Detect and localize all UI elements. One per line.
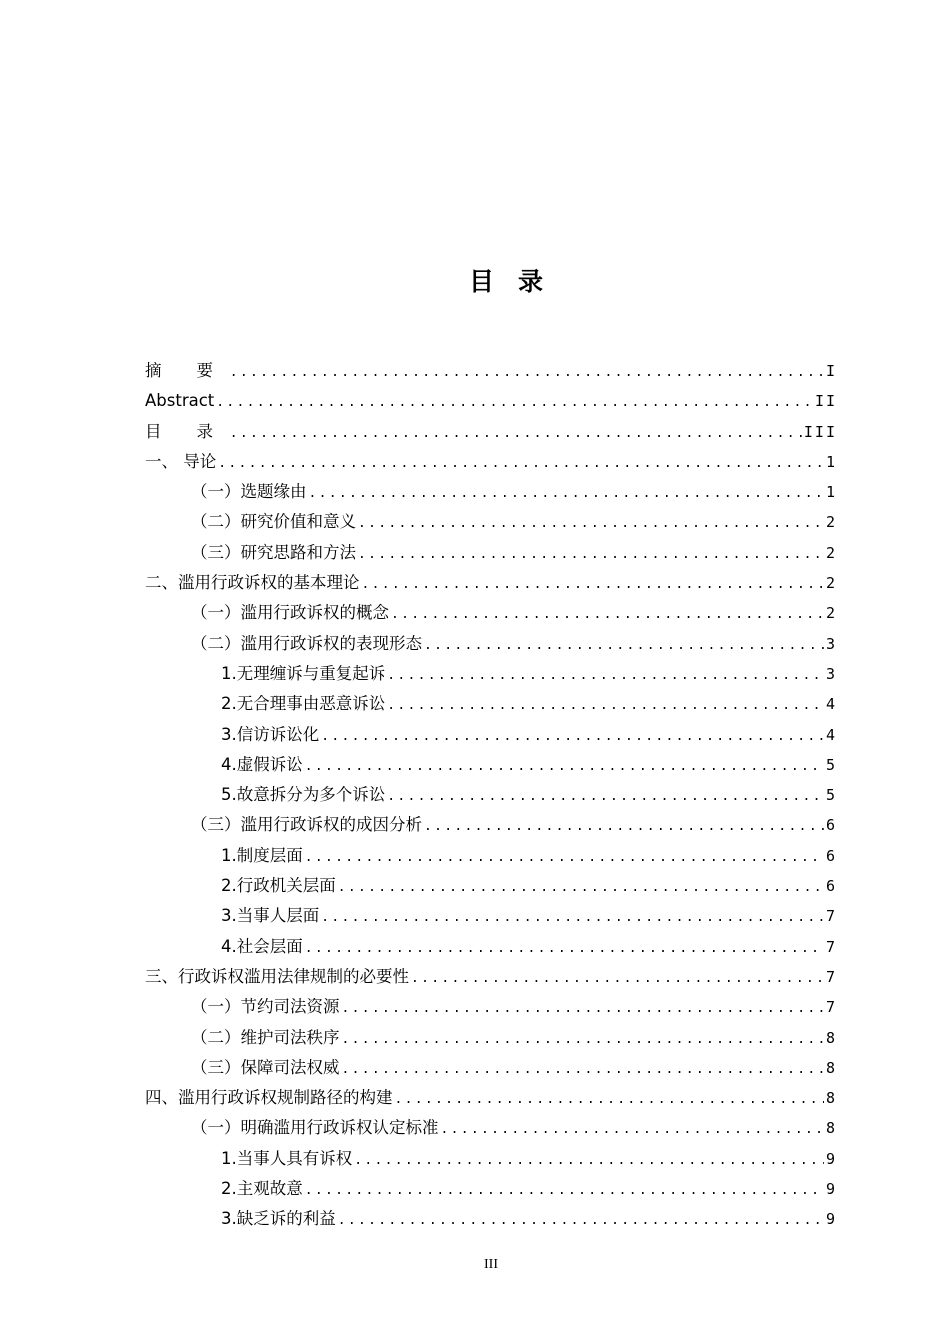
toc-entry-label: （一）滥用行政诉权的概念	[191, 603, 389, 623]
toc-leader-dots	[387, 782, 824, 812]
toc-entry-page: I	[825, 362, 837, 380]
toc-entry[interactable]	[145, 780, 837, 810]
toc-leader-dots	[424, 631, 824, 661]
table-of-contents	[145, 356, 837, 1235]
toc-entry-label: 一、 导论	[145, 451, 217, 471]
toc-entry[interactable]	[145, 689, 837, 719]
toc-entry-page: 2	[825, 574, 837, 593]
toc-entry-page: 7	[825, 937, 837, 956]
toc-entry-page: 6	[825, 816, 837, 835]
toc-entry-label: （三）滥用行政诉权的成因分析	[191, 815, 422, 835]
toc-leader-dots	[424, 812, 824, 842]
toc-entry[interactable]	[145, 720, 837, 750]
toc-leader-dots	[391, 600, 824, 630]
toc-entry-page: 5	[825, 786, 837, 805]
toc-entry[interactable]	[145, 477, 837, 507]
toc-leader-dots	[354, 1146, 824, 1176]
toc-entry-label: （二）研究价值和意义	[191, 512, 356, 532]
toc-entry[interactable]	[145, 629, 837, 659]
toc-entry-label: （三）研究思路和方法	[191, 542, 356, 562]
toc-entry-label: 1.当事人具有诉权	[221, 1148, 353, 1168]
toc-leader-dots	[338, 1206, 824, 1236]
toc-entry-label: （一）明确滥用行政诉权认定标准	[191, 1118, 439, 1138]
toc-entry-page: 7	[825, 998, 837, 1017]
toc-leader-dots	[338, 873, 824, 903]
toc-entry-label: （三）保障司法权威	[191, 1057, 340, 1077]
toc-entry[interactable]	[145, 962, 837, 992]
toc-entry-page: 7	[825, 907, 837, 926]
toc-entry[interactable]	[145, 901, 837, 931]
toc-entry-label: 四、滥用行政诉权规制路径的构建	[145, 1088, 393, 1108]
toc-leader-dots	[358, 540, 824, 570]
toc-entry-label: 3.缺乏诉的利益	[221, 1209, 336, 1229]
toc-leader-dots	[387, 691, 824, 721]
toc-entry-label: （一）节约司法资源	[191, 997, 340, 1017]
toc-entry-label: 三、行政诉权滥用法律规制的必要性	[145, 966, 409, 986]
toc-leader-dots	[230, 358, 824, 388]
toc-entry[interactable]	[145, 992, 837, 1022]
toc-entry-page: 9	[825, 1210, 837, 1229]
toc-entry-label: （二）维护司法秩序	[191, 1027, 340, 1047]
toc-entry[interactable]	[145, 1174, 837, 1204]
toc-entry[interactable]	[145, 810, 837, 840]
toc-entry-label: 2.无合理事由恶意诉讼	[221, 694, 386, 714]
toc-entry-label: 4.虚假诉讼	[221, 754, 303, 774]
toc-entry-page: 1	[825, 452, 837, 471]
toc-entry-page: 3	[825, 634, 837, 653]
toc-entry-page: 8	[825, 1119, 837, 1138]
toc-entry[interactable]	[145, 538, 837, 568]
toc-entry[interactable]	[145, 750, 837, 780]
toc-entry[interactable]	[145, 417, 837, 447]
toc-entry[interactable]	[145, 1204, 837, 1234]
toc-entry-page: III	[803, 422, 837, 441]
toc-entry-label: （一）选题缘由	[191, 482, 307, 502]
toc-entry[interactable]	[145, 1053, 837, 1083]
toc-entry-page: II	[814, 392, 837, 411]
toc-entry[interactable]	[145, 1023, 837, 1053]
toc-entry-page: 3	[825, 664, 837, 683]
toc-entry[interactable]	[145, 1083, 837, 1113]
toc-leader-dots	[305, 843, 824, 873]
toc-entry-page: 9	[825, 1149, 837, 1168]
toc-entry[interactable]	[145, 598, 837, 628]
toc-entry[interactable]	[145, 386, 837, 416]
toc-entry-label: 1.制度层面	[221, 845, 303, 865]
toc-leader-dots	[305, 934, 824, 964]
toc-leader-dots	[342, 994, 824, 1024]
toc-entry-page: 7	[825, 967, 837, 986]
toc-entry-page: 5	[825, 755, 837, 774]
toc-leader-dots	[216, 388, 813, 418]
toc-entry-page: 9	[825, 1180, 837, 1199]
toc-leader-dots	[342, 1025, 824, 1055]
toc-entry[interactable]	[145, 356, 837, 386]
toc-entry-page: 4	[825, 725, 837, 744]
toc-leader-dots	[411, 964, 824, 994]
toc-entry-label: （二）滥用行政诉权的表现形态	[191, 633, 422, 653]
toc-entry-label: 2.行政机关层面	[221, 876, 336, 896]
toc-leader-dots	[321, 903, 824, 933]
toc-entry-page: 2	[825, 604, 837, 623]
toc-leader-dots	[230, 419, 802, 449]
toc-entry-label: 3.信访诉讼化	[221, 724, 320, 744]
toc-entry[interactable]	[145, 1144, 837, 1174]
toc-entry[interactable]	[145, 659, 837, 689]
toc-entry-page: 8	[825, 1058, 837, 1077]
toc-entry-label: 目 录	[145, 421, 228, 441]
toc-entry-label: Abstract	[145, 391, 215, 411]
toc-entry[interactable]	[145, 1113, 837, 1143]
toc-entry-label: 5.故意拆分为多个诉讼	[221, 785, 386, 805]
toc-leader-dots	[358, 509, 824, 539]
toc-entry[interactable]	[145, 871, 837, 901]
toc-leader-dots	[309, 479, 824, 509]
toc-entry[interactable]	[145, 841, 837, 871]
toc-entry-page: 6	[825, 877, 837, 896]
toc-entry[interactable]	[145, 932, 837, 962]
toc-entry-page: 2	[825, 543, 837, 562]
toc-leader-dots	[387, 661, 824, 691]
toc-entry[interactable]	[145, 447, 837, 477]
toc-leader-dots	[305, 1176, 824, 1206]
toc-entry-label: 摘 要	[145, 361, 228, 380]
toc-entry[interactable]	[145, 568, 837, 598]
toc-entry-page: 2	[825, 513, 837, 532]
toc-leader-dots	[305, 752, 824, 782]
toc-leader-dots	[342, 1055, 824, 1085]
toc-entry[interactable]	[145, 507, 837, 537]
toc-entry-page: 4	[825, 695, 837, 714]
toc-entry-label: 2.主观故意	[221, 1179, 303, 1199]
toc-leader-dots	[362, 570, 824, 600]
toc-leader-dots	[395, 1085, 824, 1115]
toc-leader-dots	[321, 722, 824, 752]
toc-entry-label: 1.无理缠诉与重复起诉	[221, 663, 386, 683]
toc-leader-dots	[441, 1115, 824, 1145]
toc-entry-label: 二、滥用行政诉权的基本理论	[145, 573, 360, 593]
toc-entry-page: 8	[825, 1028, 837, 1047]
page-title: 目录	[468, 267, 567, 296]
toc-entry-label: 3.当事人层面	[221, 906, 320, 926]
toc-leader-dots	[218, 449, 824, 479]
toc-entry-label: 4.社会层面	[221, 936, 303, 956]
page-number: III	[484, 1257, 498, 1272]
toc-entry-page: 6	[825, 846, 837, 865]
toc-entry-page: 1	[825, 483, 837, 502]
toc-entry-page: 8	[825, 1089, 837, 1108]
